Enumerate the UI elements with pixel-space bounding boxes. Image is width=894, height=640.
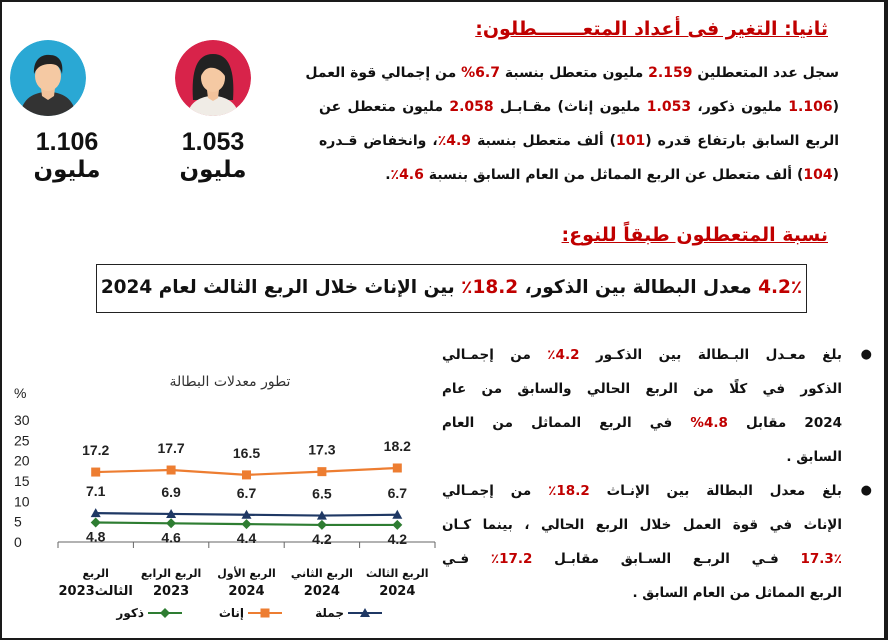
x-tick-label: 2024 bbox=[379, 584, 416, 599]
text-run: من إجمالي قوة العمل bbox=[305, 65, 462, 81]
data-point bbox=[91, 468, 100, 477]
text-run: بلغ معدل البطالة بين الإنـاث bbox=[589, 483, 842, 499]
highlighted-value: 2.058 bbox=[449, 99, 494, 115]
chart-title: تطور معدلات البطالة bbox=[169, 374, 291, 390]
paragraph-line bbox=[319, 124, 839, 158]
text-run: . bbox=[385, 167, 391, 183]
data-label: 4.4 bbox=[236, 530, 257, 547]
x-tick-label: 2023 bbox=[153, 584, 190, 599]
highlighted-value: 1.053 bbox=[646, 99, 692, 115]
data-label: 4.6 bbox=[161, 529, 181, 546]
female-unemployed-value: 1.053 bbox=[181, 128, 245, 156]
highlighted-value: 18.2٪ bbox=[548, 483, 590, 499]
bullet-line bbox=[442, 338, 842, 372]
bullet-line bbox=[442, 508, 842, 542]
text-run: بلغ معـدل البـطالة بين الذكـور bbox=[579, 347, 842, 363]
paragraph-line bbox=[305, 56, 839, 90]
data-point bbox=[242, 470, 251, 479]
data-point bbox=[167, 466, 176, 475]
y-tick-label: 30 bbox=[14, 412, 30, 428]
text-run: الربع المماثل من العام السابق . bbox=[632, 585, 842, 601]
female-unemployed-stat bbox=[158, 128, 268, 183]
female-avatar-icon bbox=[175, 40, 251, 116]
data-label: 4.8 bbox=[85, 528, 106, 545]
highlighted-value: 4.9٪ bbox=[437, 133, 472, 149]
text-run: 2024 مقابل bbox=[727, 415, 842, 431]
gender-rate-callout bbox=[96, 264, 807, 313]
paragraph-line bbox=[319, 90, 839, 124]
paragraph-line bbox=[319, 158, 839, 192]
text-run: ( bbox=[832, 167, 839, 183]
data-point bbox=[393, 463, 402, 472]
data-label: 17.2 bbox=[82, 442, 110, 459]
highlighted-value: 4.8% bbox=[690, 415, 728, 431]
gender-rate-bullets bbox=[442, 338, 872, 610]
text-run: مليون ذكور، bbox=[691, 99, 789, 115]
bullet-line bbox=[442, 576, 842, 610]
section-heading-unemployed-count: ثانيا: التغير فى أعداد المتعـــــــطلون: bbox=[475, 18, 828, 40]
data-point bbox=[242, 519, 252, 529]
text-run: معدل البطالة بين الذكور، bbox=[518, 277, 759, 298]
text-run: سجل عدد المتعطلين bbox=[692, 65, 839, 81]
y-tick-label: 10 bbox=[14, 493, 30, 510]
legend-label: إناث bbox=[218, 606, 244, 620]
x-tick-label: الربع الأول bbox=[217, 567, 276, 580]
text-run: السابق . bbox=[786, 449, 842, 465]
data-label: 6.7 bbox=[236, 484, 257, 501]
text-run: ( bbox=[832, 99, 839, 115]
x-tick-label: الثالث2023 bbox=[58, 584, 133, 599]
data-label: 17.3 bbox=[308, 441, 336, 458]
highlighted-value: 17.3٪ bbox=[800, 551, 843, 567]
x-tick-label: الربع الرابع bbox=[140, 567, 202, 580]
data-label: 4.2 bbox=[312, 530, 332, 547]
x-tick-label: 2024 bbox=[303, 584, 340, 599]
text-run: فـي الربـع السـابق مقابـل bbox=[532, 551, 801, 567]
highlighted-value: 4.2٪ bbox=[547, 347, 580, 363]
text-run: مليون متعطل بنسبة bbox=[499, 65, 649, 81]
highlighted-value: 4.6٪ bbox=[390, 167, 424, 183]
x-tick-label: الربع bbox=[82, 567, 109, 580]
text-run: بين الإناث خلال الربع الثالث لعام 2024 bbox=[100, 277, 462, 298]
text-run: فـي bbox=[442, 551, 491, 567]
data-label: 6.5 bbox=[312, 485, 332, 502]
highlighted-value: 4.2٪ bbox=[758, 277, 803, 298]
male-unemployed-value: 1.106 bbox=[35, 128, 99, 156]
highlighted-value: 101 bbox=[616, 133, 646, 149]
bullet-item bbox=[442, 338, 872, 474]
text-run: الذكور في كلًا من الربع الحالي والسابق من عام bbox=[442, 381, 842, 397]
data-label: 6.7 bbox=[387, 484, 408, 501]
data-label: 18.2 bbox=[383, 437, 411, 454]
legend-label: جملة bbox=[315, 606, 344, 620]
legend-label: ذكور bbox=[116, 606, 144, 620]
text-run: ) ألف متعطل عن الربع المماثل من العام السابق بنسبة bbox=[423, 167, 804, 183]
male-unemployed-stat bbox=[12, 128, 122, 183]
bullet-item bbox=[442, 474, 872, 610]
data-point bbox=[317, 467, 326, 476]
data-point bbox=[91, 517, 101, 527]
text-run: ) ألف متعطل بنسبة bbox=[471, 133, 617, 149]
text-run: من إجمـالي bbox=[442, 483, 549, 499]
data-point bbox=[261, 609, 270, 618]
unemployed-count-paragraph bbox=[305, 56, 840, 192]
data-point bbox=[160, 608, 170, 618]
x-tick-label: 2024 bbox=[228, 584, 265, 599]
data-label: 16.5 bbox=[232, 444, 261, 461]
highlighted-value: 18.2٪ bbox=[461, 277, 519, 298]
male-unemployed-unit: مليون bbox=[33, 157, 101, 183]
bullet-line bbox=[442, 474, 842, 508]
text-run: مليون إناث) مقـابـل bbox=[493, 99, 647, 115]
text-run: مليون متعطل عن bbox=[319, 99, 450, 115]
data-point bbox=[317, 520, 327, 530]
highlighted-value: 17.2٪ bbox=[490, 551, 533, 567]
y-tick-label: 20 bbox=[14, 452, 30, 469]
x-tick-label: الربع الثاني bbox=[290, 567, 353, 580]
highlighted-value: 2.159 bbox=[648, 65, 693, 81]
bullet-dot-icon: ● bbox=[860, 483, 872, 498]
text-run: الإناث في قوة العمل خلال الربع الحالي ، بينما كـان bbox=[442, 517, 842, 533]
highlighted-value: 104 bbox=[803, 167, 833, 183]
bullet-line bbox=[442, 440, 842, 474]
highlighted-value: 6.7% bbox=[461, 65, 500, 81]
y-tick-label: 0 bbox=[14, 534, 22, 550]
y-tick-label: 5 bbox=[14, 513, 22, 530]
bullet-line bbox=[442, 406, 842, 440]
bullet-line bbox=[442, 372, 842, 406]
text-run: في الربع المماثل من العام bbox=[442, 415, 691, 431]
y-tick-label: 15 bbox=[14, 473, 30, 489]
bullet-dot-icon: ● bbox=[860, 347, 872, 362]
unemployment-rate-chart bbox=[0, 370, 440, 622]
data-point bbox=[392, 520, 402, 530]
highlighted-value: 1.106 bbox=[788, 99, 833, 115]
section-heading-by-gender: نسبة المتعطلون طبقاً للنوع: bbox=[561, 224, 828, 246]
data-label: 6.9 bbox=[161, 483, 181, 500]
text-run: من إجمـالي bbox=[442, 347, 548, 363]
text-run: ، وانخفاض قـدره bbox=[319, 133, 438, 149]
data-label: 4.2 bbox=[387, 530, 408, 547]
y-axis-label: % bbox=[14, 385, 27, 401]
data-label: 7.1 bbox=[85, 483, 106, 500]
female-unemployed-unit: مليون bbox=[179, 157, 247, 183]
text-run: الربع السابق بارتفاع قدره ( bbox=[645, 133, 840, 149]
male-avatar-icon bbox=[10, 40, 86, 116]
x-tick-label: الربع الثالث bbox=[366, 567, 429, 580]
y-tick-label: 25 bbox=[14, 432, 30, 449]
data-label: 17.7 bbox=[157, 440, 185, 457]
bullet-line bbox=[442, 542, 842, 576]
data-point bbox=[166, 518, 176, 528]
